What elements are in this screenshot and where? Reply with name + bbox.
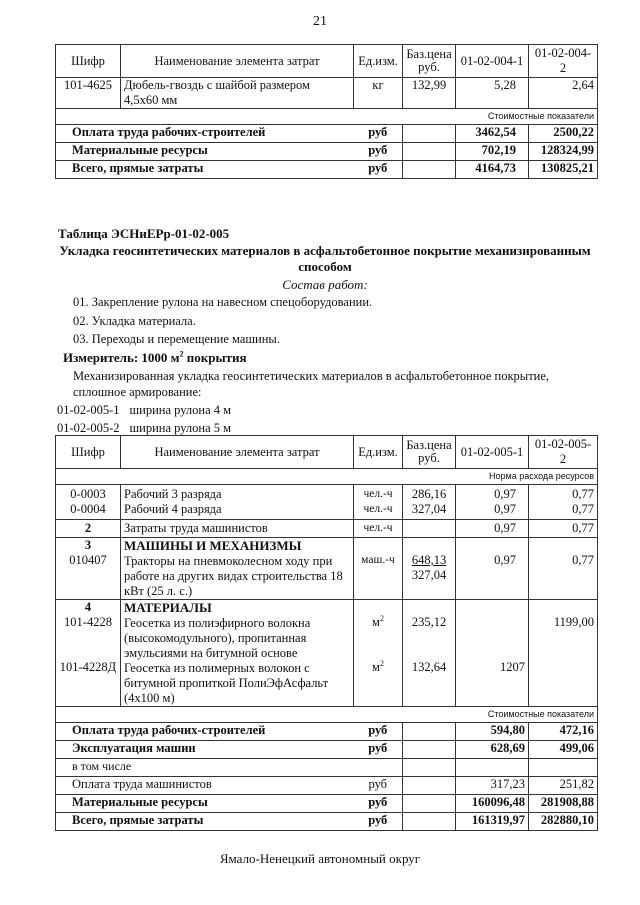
table-header-row xyxy=(56,436,598,469)
table-row-machines: 3 010407 МАШИНЫ И МЕХАНИЗМЫ Тракторы на пневмоколесном ходу при работе на других видах строительства 18 кВт (25 л. с.) маш.-ч 648,13 327,04 0,97 0,77 xyxy=(56,538,598,600)
summary-row: в том числе xyxy=(56,759,598,777)
table-row: 0-0004 Рабочий 4 разряда чел.-ч 327,04 0,97 0,77 xyxy=(56,502,598,520)
cost-caption-row xyxy=(56,109,598,125)
summary-row: Оплата труда машинистов руб 317,23 251,82 xyxy=(56,777,598,795)
header-variant-2: 01-02-005-2 xyxy=(529,436,598,469)
table-row xyxy=(56,78,598,109)
row-name: Дюбель-гвоздь с шайбой размером 4,5х60 мм xyxy=(121,78,354,109)
description-line-2: сплошное армирование: xyxy=(73,385,202,399)
table-row-materials: 4 101-4228 101-4228Д МАТЕРИАЛЫ Геосетка из полиэфирного волокна (высокомодульного), пропитанная эмульсиями на битумной основе Геосетка из полимерных волокон с битумной пропиткой ПолиЭфАсфальт (4х100 м) $м^2$ $м^2$ 235,12 132,64 1207 1199,00 xyxy=(56,600,598,707)
row-code: 101-4625 xyxy=(56,78,121,109)
table-01-02-005 xyxy=(55,435,598,831)
table-row: 2 Затраты труда машинистов чел.-ч 0,97 0,77 xyxy=(56,520,598,538)
section-heading-line-2: способом xyxy=(298,259,352,274)
norm-caption: Норма расхода ресурсов xyxy=(56,469,598,485)
summary-row: Оплата труда рабочих-строителей руб 3462,54 2500,22 xyxy=(56,125,598,143)
work-item: 02. Укладка материала. xyxy=(73,314,196,328)
header-price: Баз.цена руб. xyxy=(403,436,456,469)
variant-item: 01-02-005-1 ширина рулона 4 м xyxy=(57,403,232,417)
table-title: Таблица ЭСНиЕРр-01-02-005 xyxy=(58,226,230,241)
summary-row: Материальные ресурсы руб 160096,48 281908,88 xyxy=(56,795,598,813)
description-line-1: Механизированная укладка геосинтетических материалов в асфальтобетонное покрытие, xyxy=(73,369,550,383)
header-variant-1: 01-02-005-1 xyxy=(456,436,529,469)
summary-row: Всего, прямые затраты руб 4164,73 130825,21 xyxy=(56,161,598,179)
meter-line: Измеритель: 1000 $м^2$ покрытия xyxy=(63,349,247,365)
header-variant-2: 01-02-004-2 xyxy=(529,45,598,78)
row-unit: кг xyxy=(354,78,403,109)
norm-caption-row xyxy=(56,469,598,485)
header-price: Баз.цена руб. xyxy=(403,45,456,78)
summary-row: Эксплуатация машин руб 628,69 499,06 xyxy=(56,741,598,759)
work-item: 03. Переходы и перемещение машины. xyxy=(73,332,280,346)
header-name: Наименование элемента затрат xyxy=(121,436,354,469)
header-code: Шифр xyxy=(56,436,121,469)
cost-caption: Стоимостные показатели xyxy=(56,707,598,723)
footer-region-name: Ямало-Ненецкий автономный округ xyxy=(219,851,421,866)
header-unit: Ед.изм. xyxy=(354,436,403,469)
summary-row: Всего, прямые затраты руб 161319,97 282880,10 xyxy=(56,813,598,831)
row-value-2: 2,64 xyxy=(529,78,598,109)
table-row: 0-0003 Рабочий 3 разряда чел.-ч 286,16 0,97 0,77 xyxy=(56,485,598,503)
work-item: 01. Закрепление рулона на навесном спецоборудовании. xyxy=(73,295,373,309)
table-header-row xyxy=(56,45,598,78)
summary-row: Оплата труда рабочих-строителей руб 594,80 472,16 xyxy=(56,723,598,741)
row-value-1: 5,28 xyxy=(456,78,529,109)
cost-caption: Стоимостные показатели xyxy=(56,109,598,125)
header-name: Наименование элемента затрат xyxy=(121,45,354,78)
header-variant-1: 01-02-004-1 xyxy=(456,45,529,78)
row-price: 132,99 xyxy=(403,78,456,109)
works-title: Состав работ: xyxy=(282,277,368,292)
page-number: 21 xyxy=(313,14,327,29)
cost-caption-row xyxy=(56,707,598,723)
table-01-02-004 xyxy=(55,44,598,179)
variant-item: 01-02-005-2 ширина рулона 5 м xyxy=(57,421,232,435)
summary-row: Материальные ресурсы руб 702,19 128324,99 xyxy=(56,143,598,161)
header-unit: Ед.изм. xyxy=(354,45,403,78)
header-code: Шифр xyxy=(56,45,121,78)
section-heading-line-1: Укладка геосинтетических материалов в асфальтобетонное покрытие механизированным xyxy=(59,243,591,258)
